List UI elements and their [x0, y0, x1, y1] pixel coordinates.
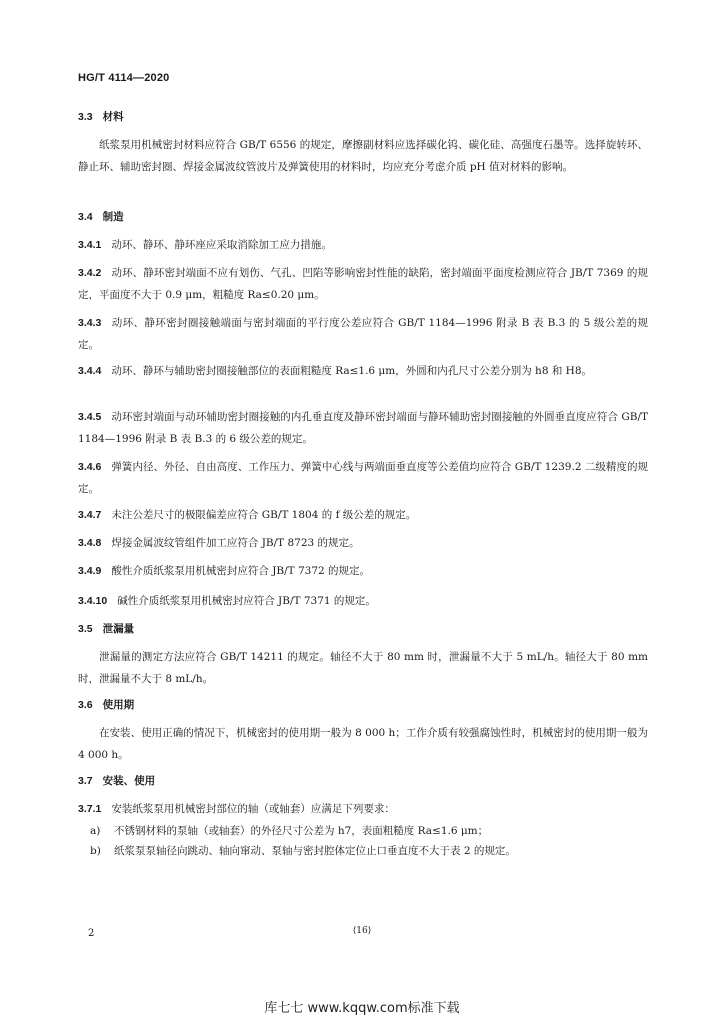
section-title: 泄漏量	[102, 623, 135, 635]
clause-text: 动环、静环、静环座应采取消除加工应力措施。	[111, 239, 332, 251]
clause-text: 安装纸浆泵用机械密封部位的轴（或轴套）应满足下列要求：	[111, 803, 395, 815]
clause-text: 动环、静环与辅助密封圈接触部位的表面粗糙度 Ra≤1.6 μm，外圆和内孔尺寸公差分别为 h8 和 H8。	[111, 365, 593, 377]
standard-header: HG/T 4114—2020	[78, 72, 170, 84]
section-number: 3.7	[78, 775, 93, 787]
clause-text: 焊接金属波纹管组件加工应符合 JB/T 8723 的规定。	[111, 537, 360, 549]
clause-3-4-9	[78, 560, 648, 582]
clause-text: 酸性介质纸浆泵用机械密封应符合 JB/T 7372 的规定。	[111, 565, 371, 577]
section-number: 3.6	[78, 699, 93, 711]
clause-3-4-1	[78, 234, 648, 256]
section-3-3	[78, 106, 648, 128]
section-3-6	[78, 694, 648, 716]
clause-number: 3.4.1	[78, 239, 102, 251]
list-marker: a)	[90, 825, 101, 837]
clause-number: 3.4.7	[78, 509, 102, 521]
clause-number: 3.4.9	[78, 565, 102, 577]
clause-number: 3.4.3	[78, 317, 102, 329]
clause-number: 3.7.1	[78, 803, 102, 815]
clause-number: 3.4.6	[78, 461, 102, 473]
clause-text: 未注公差尺寸的极限偏差应符合 GB/T 1804 的 f 级公差的规定。	[111, 509, 417, 521]
list-item	[90, 840, 650, 862]
clause-text: 动环密封端面与动环辅助密封圈接触的内孔垂直度及静环密封端面与静环辅助密封圈接触的外圆垂直度应符合 GB/T 1184—1996 附录 B 表 B.3 的 6 级公差的规定。	[78, 411, 648, 445]
clause-text: 碱性介质纸浆泵用机械密封应符合 JB/T 7371 的规定。	[117, 595, 376, 607]
section-title: 使用期	[102, 699, 135, 711]
section-number: 3.4	[78, 211, 93, 223]
clause-number: 3.4.5	[78, 411, 102, 423]
clause-3-7-1	[78, 798, 648, 820]
clause-text: 动环、静环密封端面不应有划伤、气孔、凹陷等影响密封性能的缺陷，密封端面平面度检测应符合 JB/T 7369 的规定，平面度不大于 0.9 μm，粗糙度 Ra≤0.20 μm。	[78, 267, 648, 301]
section-title: 安装、使用	[102, 775, 156, 787]
section-title: 材料	[102, 111, 124, 123]
section-number: 3.5	[78, 623, 93, 635]
clause-3-4-2	[78, 262, 648, 306]
list-marker: b)	[90, 845, 101, 857]
clause-text: 弹簧内径、外径、自由高度、工作压力、弹簧中心线与两端面垂直度等公差值均应符合 GB/T 1239.2 二级精度的规定。	[78, 461, 648, 495]
clause-text: 动环、静环密封圈接触端面与密封端面的平行度公差应符合 GB/T 1184—1996 附录 B 表 B.3 的 5 级公差的规定。	[78, 317, 648, 351]
clause-3-4-10	[78, 590, 648, 612]
page-code: ⟨16⟩	[352, 926, 372, 936]
list-text: 不锈钢材料的泵轴（或轴套）的外径尺寸公差为 h7，表面粗糙度 Ra≤1.6 μm；	[114, 825, 489, 837]
list-item	[90, 820, 650, 842]
paragraph-leakage: 泄漏量的测定方法应符合 GB/T 14211 的规定。轴径不大于 80 mm 时，泄漏量不大于 5 mL/h。轴径大于 80 mm 时，泄漏量不大于 8 mL/h。	[78, 651, 648, 685]
section-3-7	[78, 770, 648, 792]
clause-number: 3.4.8	[78, 537, 102, 549]
section-number: 3.3	[78, 111, 93, 123]
clause-number: 3.4.10	[78, 595, 108, 607]
clause-number: 3.4.4	[78, 365, 102, 377]
page-number: 2	[88, 928, 95, 939]
clause-3-4-4	[78, 360, 648, 382]
clause-number: 3.4.2	[78, 267, 102, 279]
clause-3-4-5	[78, 406, 648, 450]
clause-3-4-8	[78, 532, 648, 554]
paragraph-service-life: 在安装、使用正确的情况下，机械密封的使用期一般为 8 000 h；工作介质有较强腐蚀性时，机械密封的使用期一般为 4 000 h。	[78, 727, 648, 761]
list-text: 纸浆泵泵轴径向跳动、轴向窜动、泵轴与密封腔体定位止口垂直度不大于表 2 的规定。	[114, 845, 516, 857]
section-3-5	[78, 618, 648, 640]
clause-3-4-6	[78, 456, 648, 500]
watermark: 库七七 www.kqqw.com标准下载	[264, 1001, 460, 1016]
clause-3-4-3	[78, 312, 648, 356]
paragraph-materials: 纸浆泵用机械密封材料应符合 GB/T 6556 的规定，摩擦副材料应选择碳化钨、碳化硅、高强度石墨等。选择旋转环、静止环、辅助密封圈、焊接金属波纹管波片及弹簧使用的材料时，均应充分考虑介质 pH 值对材料的影响。	[78, 139, 648, 173]
section-3-4	[78, 206, 648, 228]
clause-3-4-7	[78, 504, 648, 526]
section-title: 制造	[102, 211, 124, 223]
